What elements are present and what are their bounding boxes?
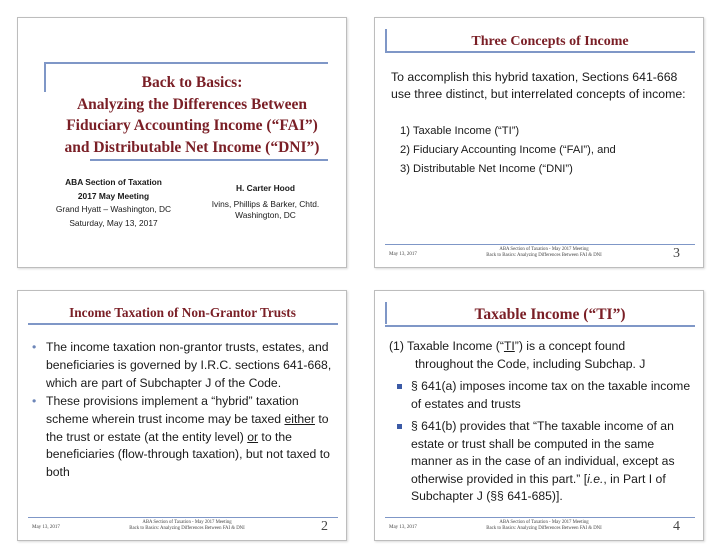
footer-date: May 13, 2017 <box>389 525 417 530</box>
list-item: • These provisions implement a “hybrid” taxation scheme wherein trust income may be taxed either to the trust or estate (at the entity level) or to the beneficiaries (flow-through taxation), but not taxed to both <box>32 393 330 480</box>
list-item: 3) Distributable Net Income (“DNI”) <box>400 163 573 175</box>
page-number: 4 <box>673 519 680 534</box>
bullet-dot-icon: • <box>32 393 37 408</box>
presentation-title: Back to Basics: Analyzing the Differences Between Fiduciary Accounting Income (“FAI”) and Distributable Net Income (“DNI”) <box>64 74 320 156</box>
intro-text: To accomplish this hybrid taxation, Sections 641-668 use three distinct, but interrelated concepts of income: <box>391 70 686 101</box>
slide-3 <box>374 17 704 268</box>
title-underline-rule <box>90 159 328 161</box>
square-bullet-icon <box>397 384 402 389</box>
footer-date: May 13, 2017 <box>32 525 60 530</box>
slide-title: Three Concepts of Income <box>471 34 629 49</box>
page-number: 2 <box>321 519 328 534</box>
square-bullet-icon <box>397 424 402 429</box>
title-rule <box>385 325 695 327</box>
bullet-dot-icon: • <box>32 340 37 354</box>
list-item: (1) Taxable Income (“TI”) is a concept found <box>389 339 626 353</box>
slide-title: Income Taxation of Non-Grantor Trusts <box>69 305 296 320</box>
footer-rule <box>385 244 695 245</box>
left-accent-rule <box>385 29 387 51</box>
event-info: ABA Section of Taxation 2017 May Meeting Grand Hyatt – Washington, DC Saturday, May 13, 2017 <box>55 177 172 228</box>
top-rule <box>44 62 328 64</box>
footer-text: ABA Section of Taxation - May 2017 Meeting Back to Basics: Analyzing Differences Between FAI & DNI <box>486 520 602 531</box>
footer-date: May 13, 2017 <box>389 252 417 257</box>
list-item: § 641(a) imposes income tax on the taxable income of estates and trusts <box>389 378 694 413</box>
list-item: 2) Fiduciary Accounting Income (“FAI”), and <box>400 144 616 156</box>
slide-4 <box>374 290 704 541</box>
footer-rule <box>28 517 338 518</box>
title-rule <box>385 51 695 53</box>
slide-1 <box>17 17 347 268</box>
page-number: 3 <box>673 246 680 261</box>
bullet-list <box>26 339 344 482</box>
footer-text: ABA Section of Taxation - May 2017 Meeting Back to Basics: Analyzing Differences Between FAI & DNI <box>486 247 602 258</box>
list-item: • The income taxation non-grantor trusts, estates, and beneficiaries is governed by I.R.C. sections 641-668, which are part of Subchapter J of the Code. <box>32 340 332 390</box>
footer-rule <box>385 517 695 518</box>
slide-body: (1) Taxable Income (“TI”) is a concept found throughout the Code, including Subchap. J § 641(a) imposes income tax on the taxable income of estates and trusts § 641(b) provides that “The taxable income of an estate or trust shall be computed in the same manner as in the case of an individual, except as otherwise provided in this part.” [i.e., in Part I of Subchapter J (§§ 641-685)]. <box>389 338 694 506</box>
concepts-list <box>400 122 616 179</box>
title-rule <box>28 323 338 325</box>
left-accent-rule <box>385 302 387 324</box>
list-item: 1) Taxable Income (“TI”) <box>400 125 520 137</box>
slide-2 <box>17 290 347 541</box>
slide-title: Taxable Income (“TI”) <box>474 306 626 323</box>
list-item: § 641(b) provides that “The taxable income of an estate or trust shall be computed in the same manner as in the case of an individual, except as otherwise provided in this part.” [i.e., in Part I of Subchapter J (§§ 641-685)]. <box>389 418 694 506</box>
presenter-info: H. Carter Hood Ivins, Phillips & Barker, Chtd. Washington, DC <box>211 183 320 220</box>
footer-text: ABA Section of Taxation - May 2017 Meeting Back to Basics: Analyzing Differences Between FAI & DNI <box>129 520 245 531</box>
